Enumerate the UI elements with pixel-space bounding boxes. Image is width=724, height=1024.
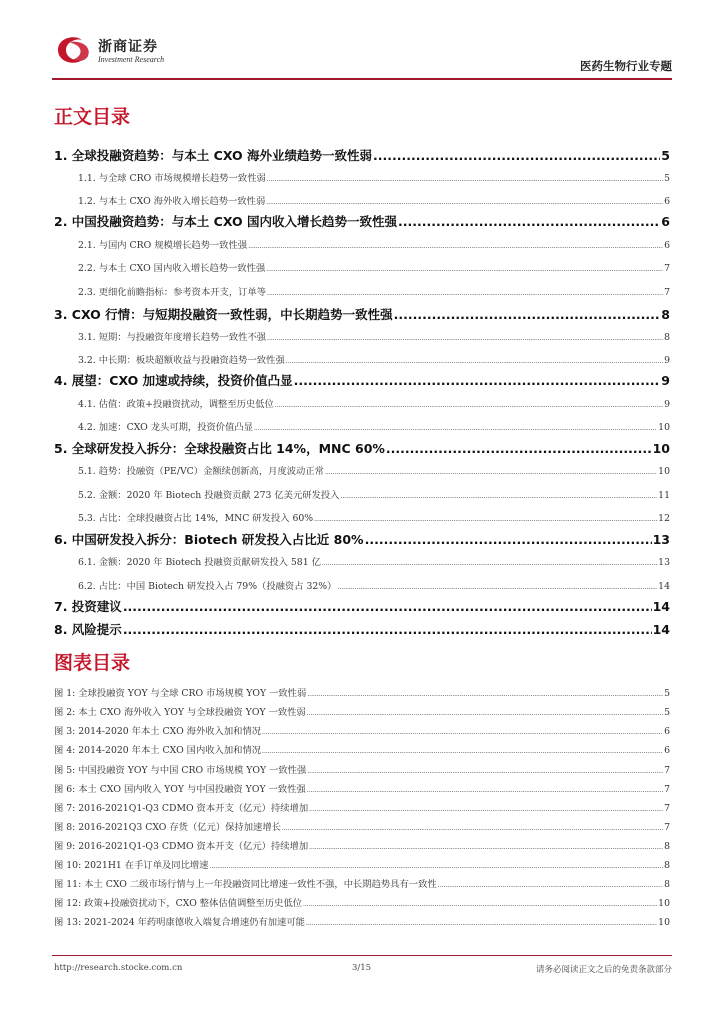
toc-leader-dots (322, 560, 657, 567)
toc-entry-level2[interactable] (78, 419, 670, 433)
figure-entry[interactable] (54, 895, 670, 909)
figure-entry-text: 图 5: 中国投融资 YOY 与中国 CRO 市场规模 YOY 一致性强 (54, 765, 307, 776)
toc-leader-dots (267, 335, 663, 342)
toc-leader-dots (254, 425, 657, 432)
toc-entry-page: 5 (661, 148, 670, 163)
toc-leader-dots (386, 441, 652, 456)
toc-entry-page: 10 (658, 466, 670, 477)
figure-leader-dots (303, 901, 657, 908)
toc-entry-page: 14 (652, 599, 670, 614)
figure-entry-text: 图 12: 政策+投融资扰动下，CXO 整体估值调整至历史低位 (54, 898, 303, 909)
figure-entry[interactable] (54, 838, 670, 852)
toc-entry-page: 10 (652, 441, 670, 456)
figure-entry-text: 图 1: 全球投融资 YOY 与全球 CRO 市场规模 YOY 一致性弱 (54, 688, 307, 699)
toc-entry-level1[interactable] (54, 530, 670, 548)
footer-disclaimer: 请务必阅读正文之后的免责条款部分 (535, 965, 672, 975)
toc-entry-level1[interactable] (54, 597, 670, 615)
figure-leader-dots (306, 920, 657, 927)
toc-entry-level2[interactable] (78, 193, 670, 207)
toc-entry-level2[interactable] (78, 237, 670, 251)
toc-entry-level2[interactable] (78, 260, 670, 274)
toc-entry-text: 5.3. 占比：全球投融资占比 14%，MNC 研发投入 60% (78, 513, 314, 524)
figure-entry-page: 7 (664, 765, 670, 776)
toc-entry-text: 3.1. 短期：与投融资年度增长趋势一致性不强 (78, 332, 267, 343)
toc-entry-text: 7. 投资建议 (54, 599, 122, 614)
toc-entry-level1[interactable] (54, 439, 670, 457)
figure-leader-dots (282, 825, 663, 832)
figure-leader-dots (309, 806, 663, 813)
toc-entry-page: 9 (664, 355, 670, 366)
toc-entry-page: 12 (658, 513, 670, 524)
toc-entry-text: 1.1. 与全球 CRO 市场规模增长趋势一致性弱 (78, 173, 266, 184)
figure-entry-text: 图 10: 2021H1 在手订单及同比增速 (54, 860, 209, 871)
toc-entry-text: 5.2. 金额：2020 年 Biotech 投融资贡献 273 亿美元研发投入 (78, 490, 340, 501)
toc-leader-dots (314, 516, 657, 523)
toc-entry-text: 4. 展望：CXO 加速或持续，投资价值凸显 (54, 373, 293, 388)
figure-entry[interactable] (54, 819, 670, 833)
toc-entry-level1[interactable] (54, 146, 670, 164)
figure-entry-text: 图 13: 2021-2024 年药明康德收入端复合增速仍有加速可能 (54, 917, 305, 928)
toc-leader-dots (394, 307, 661, 322)
figure-entry-text: 图 8: 2016-2021Q3 CXO 存货（亿元）保持加速增长 (54, 822, 281, 833)
figure-leader-dots (438, 882, 663, 889)
toc-leader-dots (123, 622, 652, 637)
toc-entry-page: 11 (658, 490, 670, 501)
figure-entry[interactable] (54, 914, 670, 928)
toc-leader-dots (325, 469, 657, 476)
toc-entry-text: 6.1. 金额：2020 年 Biotech 投融资贡献研发投入 581 亿 (78, 557, 321, 568)
toc-leader-dots (123, 599, 652, 614)
figure-entry-page: 10 (658, 917, 670, 928)
figure-entry-page: 6 (664, 745, 670, 756)
toc-entry-level2[interactable] (78, 396, 670, 410)
figure-entry-page: 5 (664, 688, 670, 699)
page-header (52, 30, 672, 78)
toc-leader-dots (337, 584, 657, 591)
figure-entry-text: 图 2: 本土 CXO 海外收入 YOY 与全球投融资 YOY 一致性弱 (54, 707, 306, 718)
toc-entry-level2[interactable] (78, 487, 670, 501)
toc-entry-text: 3. CXO 行情：与短期投融资一致性弱，中长期趋势一致性强 (54, 307, 393, 322)
toc-entry-text: 2.3. 更细化前瞻指标：参考资本开支，订单等 (78, 287, 267, 298)
figure-entry-text: 图 9: 2016-2021Q1-Q3 CDMO 资本开支（亿元）持续增加 (54, 841, 309, 852)
footer-rule (52, 955, 672, 956)
toc-leader-dots (267, 176, 663, 183)
toc-entry-page: 14 (652, 622, 670, 637)
figure-entry-page: 8 (664, 841, 670, 852)
toc-entry-level2[interactable] (78, 329, 670, 343)
figure-entry-text: 图 11: 本土 CXO 二级市场行情与上一年投融资同比增速一致性不强，中长期趋势具有一致性 (54, 879, 437, 890)
toc-entry-text: 2. 中国投融资趋势：与本土 CXO 国内收入增长趋势一致性强 (54, 214, 397, 229)
toc-entry-level2[interactable] (78, 554, 670, 568)
logo-chinese-name: 浙商证券 (98, 39, 158, 55)
figure-entry[interactable] (54, 876, 670, 890)
figure-entry[interactable] (54, 742, 670, 756)
toc-leader-dots (340, 493, 657, 500)
toc-entry-text: 2.2. 与本土 CXO 国内收入增长趋势一致性强 (78, 263, 266, 274)
figure-entry[interactable] (54, 800, 670, 814)
toc-entry-level2[interactable] (78, 510, 670, 524)
logo-english-name: Investment Research (98, 55, 165, 64)
figure-entry-page: 10 (658, 898, 670, 909)
toc-entry-text: 2.1. 与国内 CRO 规模增长趋势一致性强 (78, 240, 248, 251)
toc-entry-level2[interactable] (78, 463, 670, 477)
logo-icon (52, 32, 96, 68)
toc-entry-level2[interactable] (78, 284, 670, 298)
toc-entry-page: 6 (664, 196, 670, 207)
figure-entry-text: 图 3: 2014-2020 年本土 CXO 海外收入加和情况 (54, 726, 262, 737)
toc-leader-dots (267, 290, 663, 297)
toc-entry-text: 4.2. 加速：CXO 龙头可期，投资价值凸显 (78, 422, 253, 433)
figure-entry-page: 7 (664, 784, 670, 795)
figure-entry[interactable] (54, 704, 670, 718)
toc-entry-level2[interactable] (78, 578, 670, 592)
toc-leader-dots (266, 266, 663, 273)
toc-entry-text: 1. 全球投融资趋势：与本土 CXO 海外业绩趋势一致性弱 (54, 148, 372, 163)
toc-entry-page: 8 (664, 332, 670, 343)
figure-leader-dots (307, 768, 663, 775)
toc-entry-text: 5. 全球研发投入拆分：全球投融资占比 14%，MNC 60% (54, 441, 385, 456)
toc-entry-level1[interactable] (54, 620, 670, 638)
toc-entry-text: 1.2. 与本土 CXO 海外收入增长趋势一致性弱 (78, 196, 266, 207)
figure-entry-text: 图 6: 本土 CXO 国内收入 YOY 与中国投融资 YOY 一致性强 (54, 784, 306, 795)
footer-page-number: 3/15 (352, 963, 372, 973)
toc-entry-page: 5 (664, 173, 670, 184)
figure-leader-dots (209, 863, 663, 870)
footer-url[interactable]: http://research.stocke.com.cn (54, 963, 183, 973)
toc-entry-text: 3.2. 中长期：板块超额收益与投融资趋势一致性强 (78, 355, 285, 366)
toc-entry-text: 5.1. 趋势：投融资（PE/VC）金额续创新高，月度波动正常 (78, 466, 324, 477)
toc-entry-text: 6. 中国研发投入拆分：Biotech 研发投入占比近 80% (54, 532, 364, 547)
figure-entry-page: 7 (664, 803, 670, 814)
toc-entry-level1[interactable] (54, 305, 670, 323)
figure-leader-dots (262, 729, 663, 736)
figure-entry[interactable] (54, 723, 670, 737)
figure-entry-page: 5 (664, 707, 670, 718)
figure-entry-page: 8 (664, 879, 670, 890)
toc-entry-page: 13 (658, 557, 670, 568)
industry-label: 医药生物行业专题 (580, 59, 672, 73)
header-rule (52, 78, 672, 80)
toc-leader-dots (373, 148, 660, 163)
figure-entry-text: 图 7: 2016-2021Q1-Q3 CDMO 资本开支（亿元）持续增加 (54, 803, 309, 814)
toc-title: 正文目录 (54, 106, 131, 128)
figure-leader-dots (307, 691, 663, 698)
figure-entry-page: 7 (664, 822, 670, 833)
toc-entry-page: 6 (661, 214, 670, 229)
figure-entry-page: 8 (664, 860, 670, 871)
figure-entry[interactable] (54, 857, 670, 871)
figure-leader-dots (307, 710, 663, 717)
toc-entry-text: 8. 风险提示 (54, 622, 122, 637)
figure-entry[interactable] (54, 762, 670, 776)
toc-entry-page: 6 (664, 240, 670, 251)
toc-leader-dots (294, 373, 661, 388)
toc-entry-level1[interactable] (54, 371, 670, 389)
toc-leader-dots (266, 199, 663, 206)
figure-entry-page: 6 (664, 726, 670, 737)
toc-entry-text: 6.2. 占比：中国 Biotech 研发投入占 79%（投融资占 32%） (78, 581, 337, 592)
toc-entry-page: 7 (664, 287, 670, 298)
toc-entry-level1[interactable] (54, 212, 670, 230)
toc-entry-page: 10 (658, 422, 670, 433)
toc-entry-level2[interactable] (78, 170, 670, 184)
figure-leader-dots (262, 748, 663, 755)
toc-entry-level2[interactable] (78, 352, 670, 366)
toc-leader-dots (365, 532, 652, 547)
toc-entry-page: 13 (652, 532, 670, 547)
toc-entry-page: 9 (661, 373, 670, 388)
toc-entry-page: 7 (664, 263, 670, 274)
toc-entry-page: 9 (664, 399, 670, 410)
toc-leader-dots (286, 358, 663, 365)
toc-leader-dots (275, 402, 663, 409)
figure-entry-text: 图 4: 2014-2020 年本土 CXO 国内收入加和情况 (54, 745, 262, 756)
figures-title: 图表目录 (54, 652, 131, 674)
figure-leader-dots (307, 787, 663, 794)
toc-leader-dots (398, 214, 660, 229)
toc-entry-page: 14 (658, 581, 670, 592)
figure-entry[interactable] (54, 781, 670, 795)
toc-leader-dots (248, 243, 663, 250)
figure-entry[interactable] (54, 685, 670, 699)
figure-leader-dots (309, 844, 663, 851)
toc-entry-page: 8 (661, 307, 670, 322)
toc-entry-text: 4.1. 估值：政策+投融资扰动，调整至历史低位 (78, 399, 274, 410)
